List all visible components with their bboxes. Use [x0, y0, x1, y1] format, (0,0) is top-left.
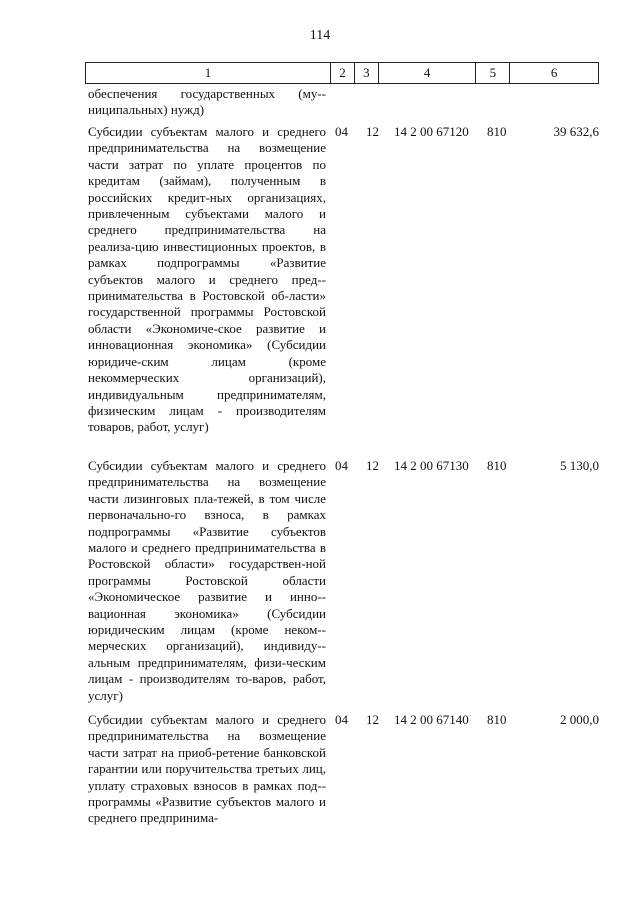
table-row [85, 124, 599, 454]
row-description: обеспечения государственных (му-ниципальных) нужд) [88, 86, 326, 118]
row-description: Субсидии субъектам малого и среднего предпринимательства на возмещение части лизинговых пла-тежей, в том числе первоначально-го взноса, в рамках подпрограммы «Развитие субъектов малого и среднего предпринимательства в Ростовской области» государствен-ной программы Ростовской области «Экономическое развитие и инно-вационная экономика» (Субсидии юридическим лицам (кроме неком-мерческих организаций), индивиду-альным предпринимателям, физи-ческим лицам - производителям то-варов, работ, услуг) [88, 458, 326, 703]
page-number: 114 [309, 28, 331, 43]
row-podrazdel: 12 [366, 712, 379, 727]
row-amount: 39 632,6 [553, 124, 599, 139]
header-col-3: 3 [355, 63, 379, 83]
row-razdel: 04 [335, 124, 348, 139]
row-csr: 14 2 00 67140 [394, 712, 469, 727]
row-vr: 810 [487, 458, 507, 473]
header-col-5: 5 [476, 63, 510, 83]
table-header [85, 62, 599, 84]
row-description: Субсидии субъектам малого и среднего предпринимательства на возмещение части затрат на приоб-ретение банковской гарантии или поручительства третьих лиц, уплату страховых взносов в рамках под-программы «Развитие субъектов малого и среднего предпринима- [88, 712, 326, 826]
row-razdel: 04 [335, 712, 348, 727]
row-vr: 810 [487, 712, 507, 727]
row-csr: 14 2 00 67130 [394, 458, 469, 473]
row-podrazdel: 12 [366, 458, 379, 473]
table-row [85, 712, 599, 862]
header-col-2: 2 [331, 63, 355, 83]
row-amount: 5 130,0 [560, 458, 599, 473]
row-vr: 810 [487, 124, 507, 139]
row-razdel: 04 [335, 458, 348, 473]
table-row-continuation [85, 86, 599, 120]
row-podrazdel: 12 [366, 124, 379, 139]
row-amount: 2 000,0 [560, 712, 599, 727]
header-col-6: 6 [550, 65, 558, 80]
row-description: Субсидии субъектам малого и среднего предпринимательства на возмещение части затрат по уплате процентов по кредитам (займам), полученным в российских кредит-ных организациях, привлеченным субъектами малого и среднего предпринимательства на реализа-цию инвестиционных проектов, в рамках подпрограммы «Развитие субъектов малого и среднего пред-принимательства в Ростовской об-ласти» государственной программы Ростовской области «Экономиче-ское развитие и инновационная экономика» (Субсидии юридиче-ским лицам (кроме некоммерческих организаций), индивидуальным предпринимателям, физическим лицам - производителям товаров, работ, услуг) [88, 124, 326, 435]
header-col-1: 1 [86, 63, 331, 83]
header-col-4: 4 [379, 63, 477, 83]
row-csr: 14 2 00 67120 [394, 124, 469, 139]
table-row [85, 458, 599, 708]
